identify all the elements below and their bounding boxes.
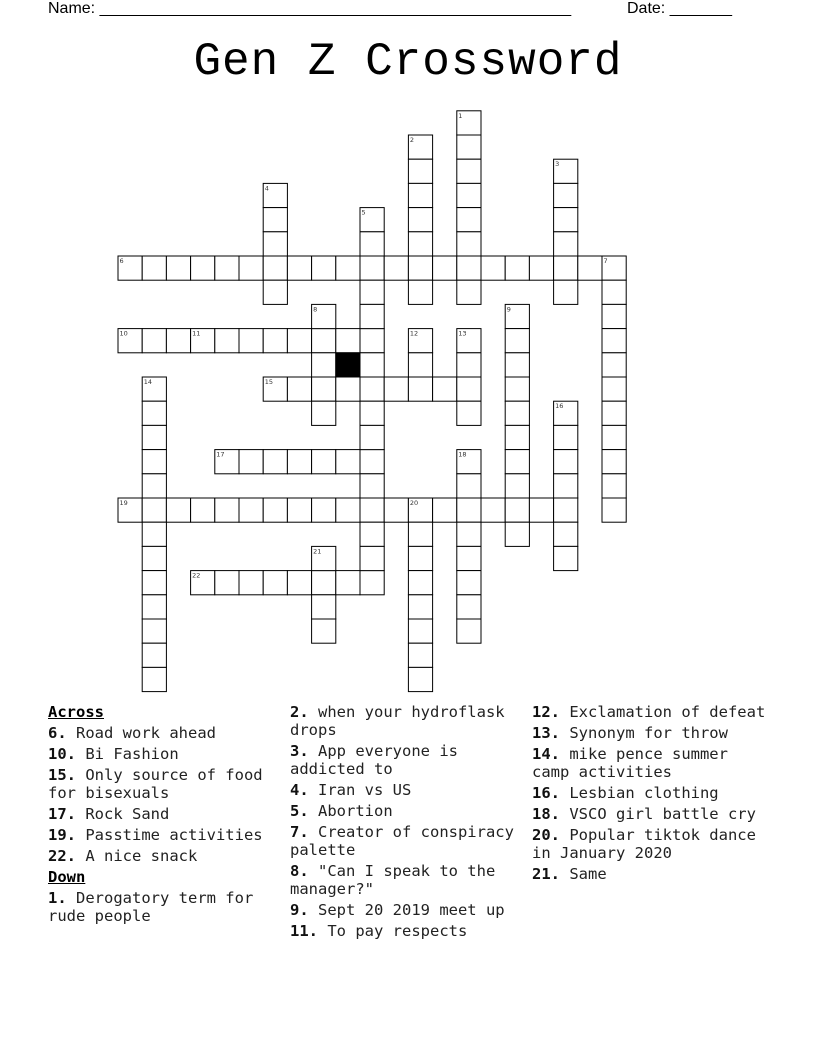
clue-text: Exclamation of defeat: [560, 703, 766, 721]
clue-item: [532, 703, 772, 721]
grid-cell[interactable]: [505, 474, 529, 498]
grid-cell[interactable]: [554, 256, 578, 280]
grid-cell[interactable]: [457, 256, 481, 280]
clue-item: [290, 802, 515, 820]
down-clue-list-part-3: [532, 703, 772, 883]
cell-number: 8: [313, 305, 318, 314]
clue-text: "Can I speak to the manager?": [290, 862, 496, 898]
grid-cell[interactable]: [312, 256, 336, 280]
grid-cell[interactable]: [360, 425, 384, 449]
grid-cell[interactable]: [287, 450, 311, 474]
clue-item: [290, 703, 515, 739]
clue-text: Bi Fashion: [76, 745, 179, 763]
grid-cell[interactable]: [602, 498, 626, 522]
clue-item: [290, 742, 515, 778]
grid-cell[interactable]: [142, 256, 166, 280]
grid-cell[interactable]: [336, 377, 360, 401]
grid-cell[interactable]: [215, 256, 239, 280]
grid-cell[interactable]: [142, 401, 166, 425]
grid-cell[interactable]: [239, 329, 263, 353]
grid-cell[interactable]: [142, 522, 166, 546]
cell-number: 10: [119, 329, 128, 338]
grid-cell[interactable]: [408, 159, 432, 183]
grid-cell[interactable]: [457, 183, 481, 207]
grid-cell[interactable]: [408, 256, 432, 280]
clue-text: Sept 20 2019 meet up: [308, 901, 505, 919]
cell-number: 7: [603, 257, 608, 265]
clue-text: Derogatory term for rude people: [48, 889, 254, 925]
cell-number: 11: [192, 329, 201, 338]
grid-cell[interactable]: [360, 353, 384, 377]
grid-cell[interactable]: [239, 450, 263, 474]
grid-cell[interactable]: [433, 256, 457, 280]
grid-cell[interactable]: [457, 474, 481, 498]
grid-cell[interactable]: [554, 208, 578, 232]
clue-item: [532, 724, 772, 742]
grid-cell[interactable]: [457, 401, 481, 425]
clue-item: [532, 784, 772, 802]
clue-column-2: [290, 703, 515, 943]
clue-item: [48, 847, 273, 865]
grid-cell[interactable]: [529, 256, 553, 280]
grid-cell[interactable]: [602, 377, 626, 401]
clue-number: 10.: [48, 745, 76, 763]
grid-cell[interactable]: [408, 595, 432, 619]
grid-cell[interactable]: [312, 498, 336, 522]
clue-item: [48, 826, 273, 844]
grid-cell[interactable]: [384, 498, 408, 522]
grid-cell[interactable]: [457, 546, 481, 570]
clue-item: [48, 889, 273, 925]
grid-cell[interactable]: [142, 329, 166, 353]
grid-cell[interactable]: [312, 329, 336, 353]
grid-cell[interactable]: [312, 450, 336, 474]
grid-cell[interactable]: [457, 135, 481, 159]
grid-cell[interactable]: [578, 256, 602, 280]
grid-cell[interactable]: [360, 329, 384, 353]
grid-cell[interactable]: [457, 619, 481, 643]
grid-cell[interactable]: [142, 571, 166, 595]
black-cell: [336, 353, 360, 377]
grid-cell[interactable]: [505, 522, 529, 546]
grid-cell[interactable]: [239, 498, 263, 522]
cell-number: 19: [119, 499, 128, 507]
cell-number: 18: [458, 450, 467, 459]
grid-cell[interactable]: [336, 329, 360, 353]
grid-cell[interactable]: [408, 643, 432, 667]
clue-item: [48, 805, 273, 823]
grid-cell[interactable]: [554, 280, 578, 304]
clue-number: 17.: [48, 805, 76, 823]
grid-cell[interactable]: [142, 450, 166, 474]
clue-number: 6.: [48, 724, 67, 742]
grid-cell[interactable]: [384, 256, 408, 280]
grid-cell[interactable]: [360, 256, 384, 280]
clue-text: App everyone is addicted to: [290, 742, 458, 778]
clue-number: 18.: [532, 805, 560, 823]
clue-item: [290, 862, 515, 898]
grid-cell[interactable]: [433, 377, 457, 401]
grid-cell[interactable]: [602, 425, 626, 449]
grid-cell[interactable]: [554, 498, 578, 522]
grid-cell[interactable]: [263, 232, 287, 256]
grid-cell[interactable]: [481, 498, 505, 522]
grid-cell[interactable]: [408, 280, 432, 304]
grid-cell[interactable]: [312, 353, 336, 377]
grid-cell[interactable]: [287, 256, 311, 280]
clue-number: 21.: [532, 865, 560, 883]
clue-number: 9.: [290, 901, 309, 919]
clue-item: [290, 781, 515, 799]
grid-cell[interactable]: [360, 522, 384, 546]
grid-cell[interactable]: [312, 595, 336, 619]
cell-number: 6: [119, 257, 124, 265]
grid-cell[interactable]: [239, 256, 263, 280]
grid-cell[interactable]: [142, 425, 166, 449]
clue-text: VSCO girl battle cry: [560, 805, 756, 823]
grid-cell[interactable]: [263, 571, 287, 595]
clue-item: [532, 745, 772, 781]
grid-cell[interactable]: [215, 498, 239, 522]
grid-cell[interactable]: [360, 232, 384, 256]
grid-cell[interactable]: [263, 280, 287, 304]
grid-cell[interactable]: [408, 546, 432, 570]
grid-cell[interactable]: [166, 329, 190, 353]
grid-cell[interactable]: [602, 450, 626, 474]
grid-cell[interactable]: [457, 377, 481, 401]
clue-item: [532, 865, 772, 883]
grid-cell[interactable]: [215, 329, 239, 353]
grid-cell[interactable]: [287, 377, 311, 401]
grid-cell[interactable]: [142, 643, 166, 667]
grid-cell[interactable]: [239, 571, 263, 595]
grid-cell[interactable]: [408, 208, 432, 232]
clue-number: 16.: [532, 784, 560, 802]
clue-number: 7.: [290, 823, 309, 841]
grid-cell[interactable]: [602, 353, 626, 377]
clue-number: 5.: [290, 802, 309, 820]
cell-number: 9: [506, 305, 511, 314]
cell-number: 12: [409, 329, 419, 338]
grid-cell[interactable]: [554, 425, 578, 449]
clue-number: 4.: [290, 781, 309, 799]
clue-column-1: [48, 703, 273, 928]
grid-cell[interactable]: [505, 256, 529, 280]
grid-cell[interactable]: [602, 329, 626, 353]
grid-cell[interactable]: [408, 377, 432, 401]
grid-cell[interactable]: [529, 498, 553, 522]
grid-cell[interactable]: [505, 425, 529, 449]
grid-cell[interactable]: [142, 474, 166, 498]
grid-cell[interactable]: [554, 474, 578, 498]
grid-cell[interactable]: [166, 256, 190, 280]
clue-text: Only source of food for bisexuals: [48, 766, 263, 802]
clue-number: 11.: [290, 922, 318, 940]
clue-number: 8.: [290, 862, 309, 880]
grid-cell[interactable]: [360, 474, 384, 498]
page-title: Gen Z Crossword: [193, 36, 623, 88]
grid-cell[interactable]: [287, 571, 311, 595]
grid-cell[interactable]: [554, 450, 578, 474]
grid-cell[interactable]: [312, 377, 336, 401]
cell-number: 20: [409, 499, 419, 507]
grid-cell[interactable]: [457, 522, 481, 546]
clue-text: A nice snack: [76, 847, 198, 865]
cell-number: 22: [192, 571, 201, 580]
clue-text: To pay respects: [318, 922, 468, 940]
clue-number: 1.: [48, 889, 67, 907]
grid-cell[interactable]: [408, 183, 432, 207]
grid-cell[interactable]: [312, 401, 336, 425]
grid-cell[interactable]: [336, 498, 360, 522]
clue-text: mike pence summer camp activities: [532, 745, 728, 781]
grid-cell[interactable]: [554, 232, 578, 256]
cell-number: 17: [216, 450, 225, 459]
clue-text: Creator of conspiracy palette: [290, 823, 514, 859]
grid-cell[interactable]: [360, 304, 384, 328]
across-clue-list: [48, 724, 273, 865]
grid-cell[interactable]: [384, 377, 408, 401]
clue-text: Iran vs US: [308, 781, 412, 799]
grid-cell[interactable]: [505, 329, 529, 353]
grid-cell[interactable]: [505, 353, 529, 377]
cell-number: 1: [458, 111, 463, 120]
date-field-label: Date: _______: [627, 0, 732, 17]
grid-cell[interactable]: [336, 256, 360, 280]
clue-number: 15.: [48, 766, 76, 784]
grid-cell[interactable]: [457, 571, 481, 595]
clue-text: Popular tiktok dance in January 2020: [532, 826, 756, 862]
clue-item: [290, 901, 515, 919]
grid-cell[interactable]: [142, 667, 166, 691]
grid-cell[interactable]: [336, 450, 360, 474]
clue-item: [290, 823, 515, 859]
across-heading: Across: [48, 703, 104, 721]
clue-text: Passtime activities: [76, 826, 263, 844]
clue-item: [48, 745, 273, 763]
clue-text: Abortion: [308, 802, 393, 820]
clue-text: when your hydroflask drops: [290, 703, 505, 739]
clue-text: Synonym for throw: [560, 724, 728, 742]
grid-cell[interactable]: [408, 522, 432, 546]
grid-cell[interactable]: [360, 280, 384, 304]
clue-number: 19.: [48, 826, 76, 844]
grid-cell[interactable]: [360, 450, 384, 474]
clue-number: 13.: [532, 724, 560, 742]
grid-cell[interactable]: [602, 280, 626, 304]
grid-cell[interactable]: [360, 546, 384, 570]
grid-cell[interactable]: [457, 280, 481, 304]
grid-cell[interactable]: [142, 498, 166, 522]
clue-item: [532, 805, 772, 823]
clue-text: Same: [560, 865, 607, 883]
grid-cell[interactable]: [457, 498, 481, 522]
grid-cell[interactable]: [336, 571, 360, 595]
grid-cell[interactable]: [505, 401, 529, 425]
grid-cell[interactable]: [142, 619, 166, 643]
grid-cell[interactable]: [433, 498, 457, 522]
clue-number: 22.: [48, 847, 76, 865]
grid-cell[interactable]: [263, 256, 287, 280]
grid-cell[interactable]: [360, 498, 384, 522]
grid-cell[interactable]: [142, 546, 166, 570]
grid-cell[interactable]: [408, 667, 432, 691]
grid-cell[interactable]: [505, 498, 529, 522]
grid-cell[interactable]: [191, 498, 215, 522]
grid-cell[interactable]: [360, 571, 384, 595]
grid-cell[interactable]: [191, 256, 215, 280]
grid-cell[interactable]: [360, 401, 384, 425]
grid-cell[interactable]: [408, 353, 432, 377]
cell-number: 14: [143, 378, 152, 386]
grid-cell[interactable]: [263, 498, 287, 522]
grid-cell[interactable]: [602, 304, 626, 328]
grid-cell[interactable]: [312, 571, 336, 595]
grid-cell[interactable]: [408, 571, 432, 595]
grid-cell[interactable]: [602, 474, 626, 498]
grid-cell[interactable]: [554, 183, 578, 207]
clue-number: 20.: [532, 826, 560, 844]
clue-text: Lesbian clothing: [560, 784, 719, 802]
grid-cell[interactable]: [287, 329, 311, 353]
cell-number: 3: [555, 160, 560, 169]
clue-item: [532, 826, 772, 862]
clue-number: 2.: [290, 703, 309, 721]
clue-number: 12.: [532, 703, 560, 721]
cell-number: 5: [361, 208, 366, 217]
cell-number: 4: [264, 184, 269, 193]
down-clue-list-part-1: [48, 889, 273, 925]
grid-cell[interactable]: [457, 159, 481, 183]
grid-cell[interactable]: [312, 619, 336, 643]
cell-number: 15: [264, 378, 273, 386]
grid-cell[interactable]: [505, 450, 529, 474]
grid-cell[interactable]: [457, 208, 481, 232]
clue-item: [290, 922, 515, 940]
grid-cell[interactable]: [408, 619, 432, 643]
grid-cell[interactable]: [287, 498, 311, 522]
clue-text: Rock Sand: [76, 805, 170, 823]
grid-cell[interactable]: [263, 329, 287, 353]
down-heading: Down: [48, 868, 86, 886]
grid-cell[interactable]: [360, 377, 384, 401]
grid-cell[interactable]: [166, 498, 190, 522]
grid-cell[interactable]: [457, 353, 481, 377]
grid-cell[interactable]: [554, 546, 578, 570]
name-field-label: Name: _____________________________________________________: [48, 0, 572, 17]
cell-number: 16: [555, 402, 564, 411]
grid-cell[interactable]: [481, 256, 505, 280]
clue-column-3: [532, 703, 772, 886]
grid-cell[interactable]: [457, 232, 481, 256]
grid-cell[interactable]: [215, 571, 239, 595]
grid-cell[interactable]: [457, 595, 481, 619]
grid-cell[interactable]: [505, 377, 529, 401]
cell-number: 21: [313, 547, 322, 556]
down-clue-list-part-2: [290, 703, 515, 940]
clue-item: [48, 766, 273, 802]
cell-number: 13: [458, 329, 467, 338]
grid-cell[interactable]: [263, 208, 287, 232]
clue-text: Road work ahead: [66, 724, 216, 742]
cell-number: 2: [409, 136, 415, 144]
grid-cell[interactable]: [142, 595, 166, 619]
grid-cell[interactable]: [263, 450, 287, 474]
clue-item: [48, 724, 273, 742]
clue-number: 14.: [532, 745, 560, 763]
clue-number: 3.: [290, 742, 309, 760]
grid-cell[interactable]: [408, 232, 432, 256]
grid-cell[interactable]: [554, 522, 578, 546]
grid-cell[interactable]: [602, 401, 626, 425]
